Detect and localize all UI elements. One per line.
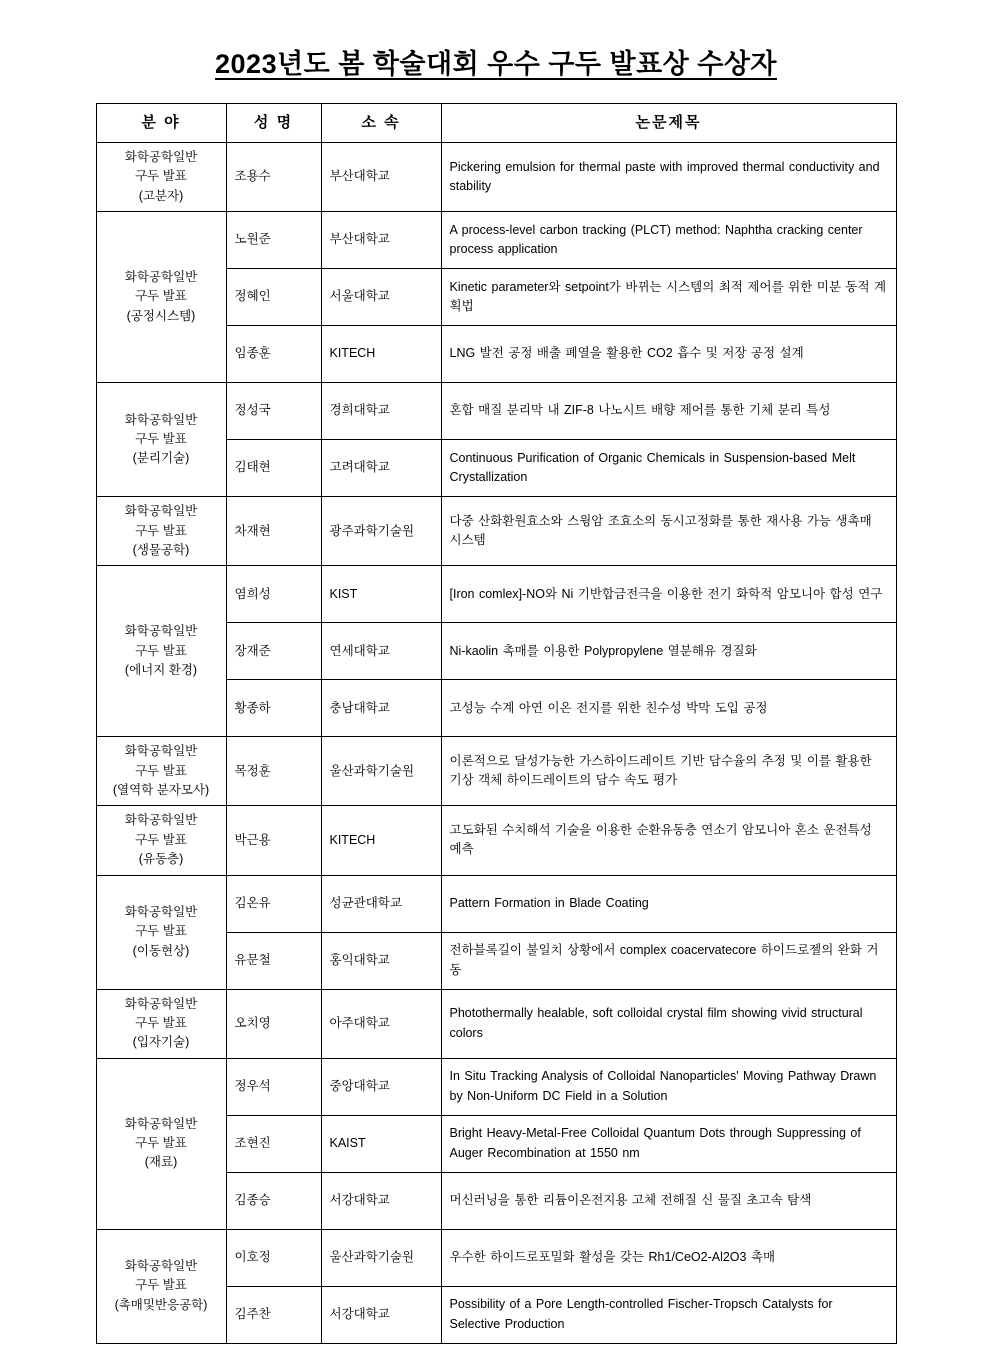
cell-name: 조현진 [226,1115,321,1172]
field-line: (에너지 환경) [124,662,198,677]
field-line: (이동현상) [132,943,190,958]
cell-name: 이호정 [226,1229,321,1286]
cell-name: 노원준 [226,212,321,269]
field-line: (촉매및반응공학) [114,1297,208,1312]
table-row [96,737,896,806]
field-line: (입자기술) [132,1035,190,1050]
field-line: (유동층) [138,852,184,867]
cell-affiliation: 광주과학기술원 [321,497,441,566]
cell-paper-title: Continuous Purification of Organic Chemicals in Suspension-based Melt Crystallization [441,440,896,497]
cell-affiliation: 울산과학기술원 [321,1229,441,1286]
cell-paper-title: In Situ Tracking Analysis of Colloidal Nanoparticles' Moving Pathway Drawn by Non-Uniform DC Field in a Solution [441,1058,896,1115]
field-line: 화학공학일반 [124,270,198,285]
cell-name: 김주찬 [226,1286,321,1343]
cell-affiliation: 중앙대학교 [321,1058,441,1115]
cell-name: 장재준 [226,623,321,680]
field-line: 구두 발표 [135,169,187,184]
cell-paper-title: LNG 발전 공정 배출 폐열을 활용한 CO2 흡수 및 저장 공정 설계 [441,326,896,383]
field-line: 화학공학일반 [124,1259,198,1274]
field-line: 구두 발표 [135,523,187,538]
cell-affiliation: 부산대학교 [321,212,441,269]
cell-field [96,806,226,875]
cell-affiliation: KIST [321,566,441,623]
table-header [96,104,896,143]
cell-affiliation: 성균관대학교 [321,875,441,932]
field-line: 구두 발표 [135,832,187,847]
table-row [96,1229,896,1286]
field-line: 화학공학일반 [124,624,198,639]
cell-paper-title: 우수한 하이드로포밀화 활성을 갖는 Rh1/CeO2-Al2O3 촉매 [441,1229,896,1286]
column-header-field: 분 야 [96,104,226,143]
cell-field [96,383,226,497]
cell-field [96,875,226,989]
cell-field [96,212,226,383]
column-header-affiliation: 소 속 [321,104,441,143]
field-line: 화학공학일반 [124,996,198,1011]
table-row [96,212,896,269]
field-line: 구두 발표 [135,1015,187,1030]
cell-field [96,497,226,566]
cell-name: 조용수 [226,143,321,212]
cell-field [96,1229,226,1343]
field-line: (재료) [144,1155,178,1170]
cell-paper-title: Possibility of a Pore Length-controlled Fischer-Tropsch Catalysts for Selective Production [441,1286,896,1343]
cell-name: 박근용 [226,806,321,875]
table-row [96,1058,896,1115]
table-row [96,806,896,875]
cell-affiliation: KAIST [321,1115,441,1172]
cell-affiliation: KITECH [321,326,441,383]
field-line: 구두 발표 [135,924,187,939]
cell-paper-title: 혼합 매질 분리막 내 ZIF-8 나노시트 배향 제어를 통한 기체 분리 특성 [441,383,896,440]
cell-paper-title: 전하블록길이 불일치 상황에서 complex coacervatecore 하이드로젤의 완화 거동 [441,932,896,989]
table-row [96,143,896,212]
field-line: (공정시스템) [126,308,196,323]
cell-affiliation: 경희대학교 [321,383,441,440]
cell-paper-title: 고도화된 수치해석 기술을 이용한 순환유동층 연소기 암모니아 혼소 운전특성 예측 [441,806,896,875]
cell-affiliation: 서강대학교 [321,1286,441,1343]
cell-paper-title: Pattern Formation in Blade Coating [441,875,896,932]
cell-paper-title: 머신러닝을 통한 리튬이온전지용 고체 전해질 신 물질 초고속 탐색 [441,1172,896,1229]
field-line: 구두 발표 [135,763,187,778]
table-header-row [96,104,896,143]
cell-affiliation: 홍익대학교 [321,932,441,989]
cell-field [96,737,226,806]
cell-field [96,989,226,1058]
field-line: 화학공학일반 [124,412,198,427]
table-row [96,383,896,440]
cell-name: 유문철 [226,932,321,989]
field-line: 구두 발표 [135,643,187,658]
field-line: 화학공학일반 [124,744,198,759]
table-row [96,875,896,932]
cell-paper-title: A process-level carbon tracking (PLCT) method: Naphtha cracking center process application [441,212,896,269]
field-line: 구두 발표 [135,1135,187,1150]
page-title: 2023년도 봄 학술대회 우수 구두 발표상 수상자 [215,49,777,79]
cell-name: 임종훈 [226,326,321,383]
cell-paper-title: Ni-kaolin 촉매를 이용한 Polypropylene 열분해유 경질화 [441,623,896,680]
cell-name: 김태현 [226,440,321,497]
cell-name: 정혜인 [226,269,321,326]
cell-affiliation: 아주대학교 [321,989,441,1058]
table-row [96,497,896,566]
cell-affiliation: KITECH [321,806,441,875]
cell-paper-title: 다중 산화환원효소와 스윙암 조효소의 동시고정화를 통한 재사용 가능 생촉매 시스템 [441,497,896,566]
cell-paper-title: Kinetic parameter와 setpoint가 바뀌는 시스템의 최적 제어를 위한 미분 동적 계획법 [441,269,896,326]
cell-paper-title: 이론적으로 달성가능한 가스하이드레이트 기반 담수율의 추정 및 이를 활용한 기상 객체 하이드레이트의 담수 속도 평가 [441,737,896,806]
field-line: 화학공학일반 [124,504,198,519]
field-line: (분리기술) [132,451,190,466]
cell-name: 목정훈 [226,737,321,806]
cell-name: 정우석 [226,1058,321,1115]
field-line: 화학공학일반 [124,1116,198,1131]
field-line: 구두 발표 [135,431,187,446]
cell-name: 오치영 [226,989,321,1058]
cell-name: 황종하 [226,680,321,737]
cell-affiliation: 서울대학교 [321,269,441,326]
field-line: (고분자) [138,188,184,203]
cell-affiliation: 부산대학교 [321,143,441,212]
award-winners-table [96,103,897,1344]
cell-field [96,566,226,737]
table-row [96,566,896,623]
cell-paper-title: [Iron comlex]-NO와 Ni 기반합금전극을 이용한 전기 화학적 암모니아 합성 연구 [441,566,896,623]
column-header-name: 성 명 [226,104,321,143]
cell-affiliation: 고려대학교 [321,440,441,497]
cell-paper-title: Photothermally healable, soft colloidal crystal film showing vivid structural colors [441,989,896,1058]
cell-name: 염희성 [226,566,321,623]
cell-paper-title: 고성능 수계 아연 이온 전지를 위한 친수성 박막 도입 공정 [441,680,896,737]
column-header-paper: 논문제목 [441,104,896,143]
table-row [96,989,896,1058]
field-line: 구두 발표 [135,289,187,304]
cell-affiliation: 울산과학기술원 [321,737,441,806]
cell-affiliation: 충남대학교 [321,680,441,737]
cell-paper-title: Pickering emulsion for thermal paste with improved thermal conductivity and stability [441,143,896,212]
field-line: 화학공학일반 [124,813,198,828]
cell-name: 차재현 [226,497,321,566]
field-line: 화학공학일반 [124,904,198,919]
cell-name: 김온유 [226,875,321,932]
field-line: (열역학 분자모사) [112,783,210,797]
cell-field [96,143,226,212]
cell-name: 정성국 [226,383,321,440]
cell-name: 김종승 [226,1172,321,1229]
cell-field [96,1058,226,1229]
field-line: (생물공학) [132,542,190,557]
table-body [96,143,896,1344]
field-line: 구두 발표 [135,1278,187,1293]
field-line: 화학공학일반 [124,150,198,164]
cell-affiliation: 연세대학교 [321,623,441,680]
cell-paper-title: Bright Heavy-Metal-Free Colloidal Quantum Dots through Suppressing of Auger Recombination at 1550 nm [441,1115,896,1172]
cell-affiliation: 서강대학교 [321,1172,441,1229]
